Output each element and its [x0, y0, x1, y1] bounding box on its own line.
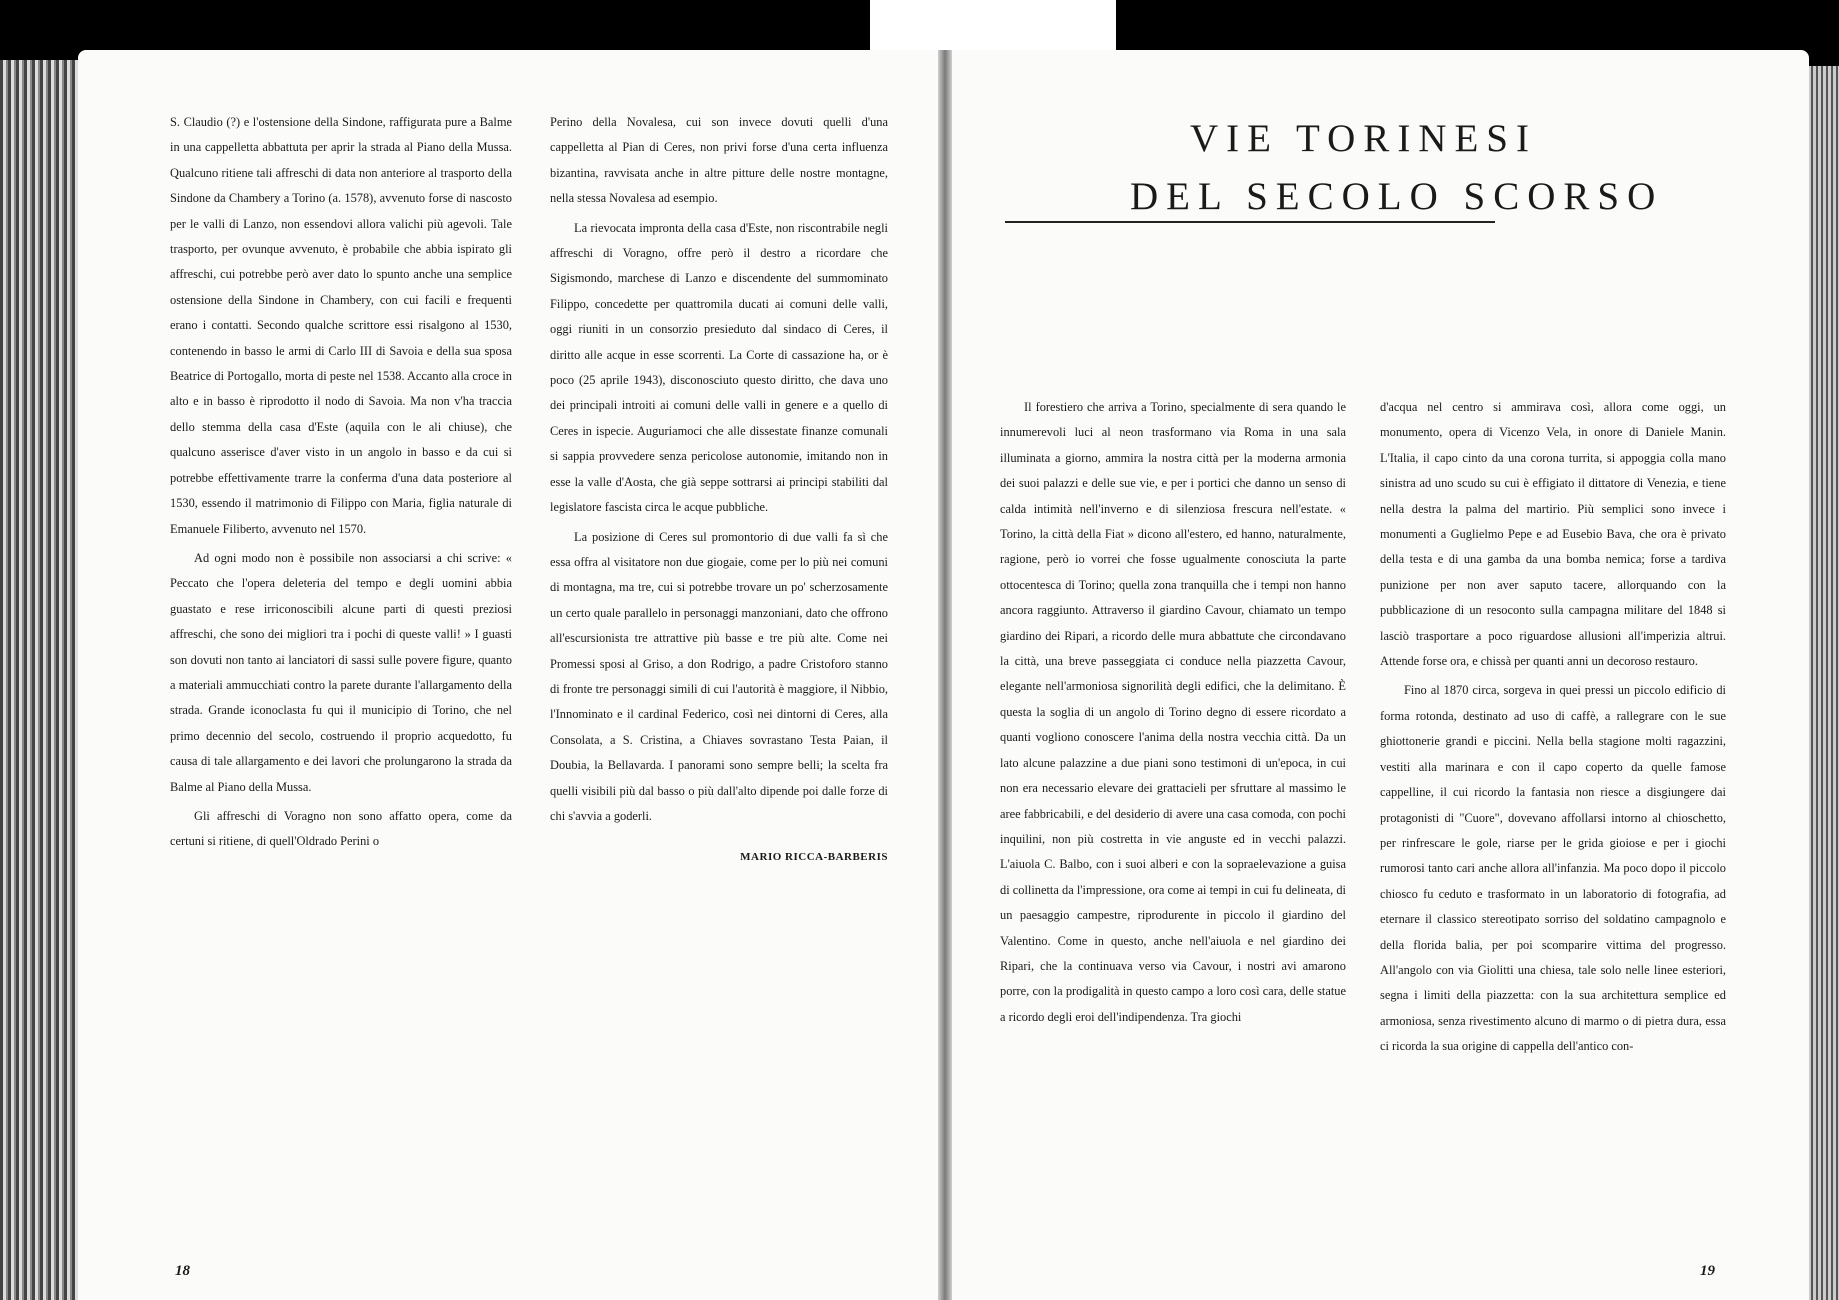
- paragraph: d'acqua nel centro si ammirava così, allora come oggi, un monumento, opera di Vicenzo Vela, in onore di Daniele Manin. L'Italia, il capo cinto da una corona turrita, si appoggia colla mano sinistra ad uno scudo su cui è effigiato il dittatore di Venezia, e tiene nella destra la palma del martirio. Più semplici sono invece i monumenti a Guglielmo Pepe e ad Eusebio Bava, che ora è privato della testa e di una gamba da una bomba nemica; forse a tardiva punizione per non aver saputo tacere, allorquando con la pubblicazione di un resoconto sulla campagna militare del 1848 si lasciò trasportare a poco riguardose allusioni all'imperizia altrui. Attende forse ora, e chissà per quanti anni un decoroso restauro.: [1380, 400, 1726, 669]
- title-line-1: VIE TORINESI: [1190, 117, 1537, 160]
- title-line-2: DEL SECOLO SCORSO: [1130, 175, 1664, 218]
- paragraph: Perino della Novalesa, cui son invece dovuti quelli d'una cappelletta al Pian di Ceres, non privi forse d'una certa influenza bizantina, ravvisata anche in altre pitture delle nostre montagne, nella stessa Novalesa ad esempio.: [550, 115, 888, 206]
- paragraph: La posizione di Ceres sul promontorio di due valli fa sì che essa offra al visitatore non due giogaie, come per lo più nei comuni di montagna, ma tre, cui si potrebbe trovare un po' scherzosamente un certo quale parallelo in personaggi manzoniani, dato che offrono all'escursionista tre attrattive più basse e tre più alte. Come nei Promessi sposi al Griso, a don Rodrigo, a padre Cristoforo stanno di fronte tre personaggi simili di cui l'autorità è maggiore, il Nibbio, l'Innominato e il cardinal Federico, così nei dintorni di Ceres, alla Consolata, a S. Cristina, a Chiaves sovrastano Testa Paian, il Doubia, la Bellavarda. I panorami sono sempre belli; la scelta fra quelli visibili più dal basso o più dall'alto dipende poi dalle forze di chi s'avvia a goderli.: [550, 529, 888, 823]
- paper-tab: [870, 0, 1116, 52]
- title-rule: [1005, 221, 1495, 223]
- paragraph: Ad ogni modo non è possibile non associarsi a chi scrive: « Peccato che l'opera deleteria del tempo e degli uomini abbia guastato e rese irriconoscibili alcune parti di questi preziosi affreschi, che sono dei migliori tra i pochi di queste valli! » I guasti son dovuti non tanto ai lanciatori di sassi sulle povere figure, quanto a materiali ammucchiati contro la parete durante l'allargamento della strada. Grande iconoclasta fu qui il municipio di Torino, che nel primo decennio del secolo, costruendo il proprio acquedotto, fu causa di tale allargamento e dei lavori che prolungarono la strada da Balme al Piano della Mussa.: [170, 550, 512, 794]
- author-signature: MARIO RICCA-BARBERIS: [740, 851, 888, 864]
- left-page-column-2: [550, 110, 888, 871]
- left-page-column-1: [170, 110, 512, 855]
- book-gutter: [938, 50, 952, 1300]
- paragraph: La rievocata impronta della casa d'Este, non riscontrabile negli affreschi di Voragno, offre però il destro a ricordare che Sigismondo, marchese di Lanzo e discendente del summominato Filippo, concedette per quattromila ducati ai comuni delle valli, oggi riuniti in un consorzio presieduto dal sindaco di Ceres, il diritto alle acque in esse scorrenti. La Corte di cassazione ha, or è poco (25 aprile 1943), disconosciuto questo diritto, che dava uno dei principali introiti ai comuni delle valli in genere e a quello di Ceres in ispecie. Auguriamoci che alle dissestate finanze comunali si sappia provvedere senza pericolose autonomie, imitando non in esse la valle d'Aosta, che già seppe sottrarsi ai principi stabiliti dal legislatore fascista circa le acque pubbliche.: [550, 220, 888, 515]
- page-edges-left: [0, 60, 80, 1300]
- paragraph: Fino al 1870 circa, sorgeva in quei pressi un piccolo edificio di forma rotonda, destinato ad uso di caffè, a rallegrare con le sue ghiottonerie grandi e piccini. Nella bella stagione molti ragazzini, vestiti alla marinara e con il capo coperto da quelle famose cappelline, il cui ricordo la fantasia non riesce a disgiungere dai protagonisti di "Cuore", dovevano affollarsi intorno al chioschetto, per rinfrescare le gole, riarse per le grida gioiose e per i giochi rumorosi tanto cari anche allora all'infanzia. Ma poco dopo il piccolo chiosco fu ceduto e trasformato in un laboratorio di fotografia, ad eternare il classico stereotipato sorriso del soldatino campagnolo e della florida balia, per poi scomparire vittima del progresso. All'angolo con via Giolitti una chiesa, tale solo nelle linee esteriori, segna i limiti della piazzetta: con la sua architettura semplice ed armoniosa, senza rivestimento alcuno di marmo o di pietra dura, essa ci ricorda la sua origine di cappella dell'antico con-: [1380, 683, 1726, 1054]
- article-title: [1130, 110, 1750, 226]
- right-page-column-1: [1000, 395, 1346, 1030]
- paragraph: Il forestiero che arriva a Torino, specialmente di sera quando le innumerevoli luci al neon trasformano via Roma in una sala illuminata a giorno, ammira la nostra città per la moderna armonia dei suoi palazzi e delle sue vie, e per i portici che danno un senso di calda intimità nell'inverno e di silenziosa frescura nell'estate. « Torino, la città della Fiat » dicono all'estero, ed hanno, naturalmente, ragione, però io vorrei che fosse ugualmente conosciuta la parte ottocentesca di Torino; quella zona tranquilla che i tempi non hanno ancora raggiunto. Attraverso il giardino Cavour, chiamato un tempo giardino dei Ripari, a ricordo delle mura abbattute che circondavano la città, una breve passeggiata ci conduce nella piazzetta Cavour, elegante nell'armoniosa signorilità degli edifici, che la delimitano. È questa la soglia di un angolo di Torino degno di essere ricordato a quanti vogliono conoscere l'anima della nostra vecchia città. Da un lato alcune palazzine a due piani sono testimoni di un'epoca, in cui non era necessario elevare dei grattacieli per sfruttare al massimo le aree fabbricabili, e del desiderio di avere una casa comoda, con pochi inquilini, non più costretta in vie anguste ed in vecchi palazzi. L'aiuola C. Balbo, con i suoi alberi e con la sopraelevazione a guisa di collinetta da l'impressione, ora come ai tempi in cui fu delineata, di un paesaggio campestre, riprodurente in piccolo il giardino del Valentino. Come in questo, anche nell'aiuola e nel giardino dei Ripari, che la continuava verso via Cavour, i nostri avi amarono porre, con la prodigalità in questo campo a loro così cara, delle statue a ricordo degli eroi dell'indipendenza. Tra giochi: [1000, 400, 1346, 1024]
- right-page-column-2: [1380, 395, 1726, 1060]
- page-edges-right: [1806, 66, 1839, 1300]
- paragraph: S. Claudio (?) e l'ostensione della Sindone, raffigurata pure a Balme in una cappelletta abbattuta per aprir la strada al Piano della Mussa. Qualcuno ritiene tali affreschi di data non anteriore al trasporto della Sindone da Chambery a Torino (a. 1578), avvenuto forse di nascosto per le valli di Lanzo, non essendovi allora valichi più agevoli. Tale trasporto, per ovunque avvenuto, è probabile che abbia ispirato gli affreschi, cui potrebbe però aver dato lo spunto anche una semplice ostensione della Sindone in Chambery, con cui facili e frequenti erano i contatti. Secondo qualche scrittore essi risalgono al 1530, contenendo in basso le armi di Carlo III di Savoia e della sua sposa Beatrice di Portogallo, morta di peste nel 1538. Accanto alla croce in alto e in basso è riprodotto il nodo di Savoia. Ma non v'ha traccia dello stemma della casa d'Este (aquila con le ali chiuse), che qualcuno asserisce d'aver visto in un angolo in basso e da cui si potrebbe effettivamente trarre la conferma d'una data posteriore al 1530, essendo il matrimonio di Filippo con Maria, figlia naturale di Emanuele Filiberto, avvenuto nel 1570.: [170, 115, 512, 536]
- right-folio: 19: [1700, 1263, 1715, 1279]
- left-folio: 18: [175, 1263, 190, 1279]
- paragraph: Gli affreschi di Voragno non sono affatto opera, come da certuni si ritiene, di quell'Oldrado Perini o: [170, 808, 512, 849]
